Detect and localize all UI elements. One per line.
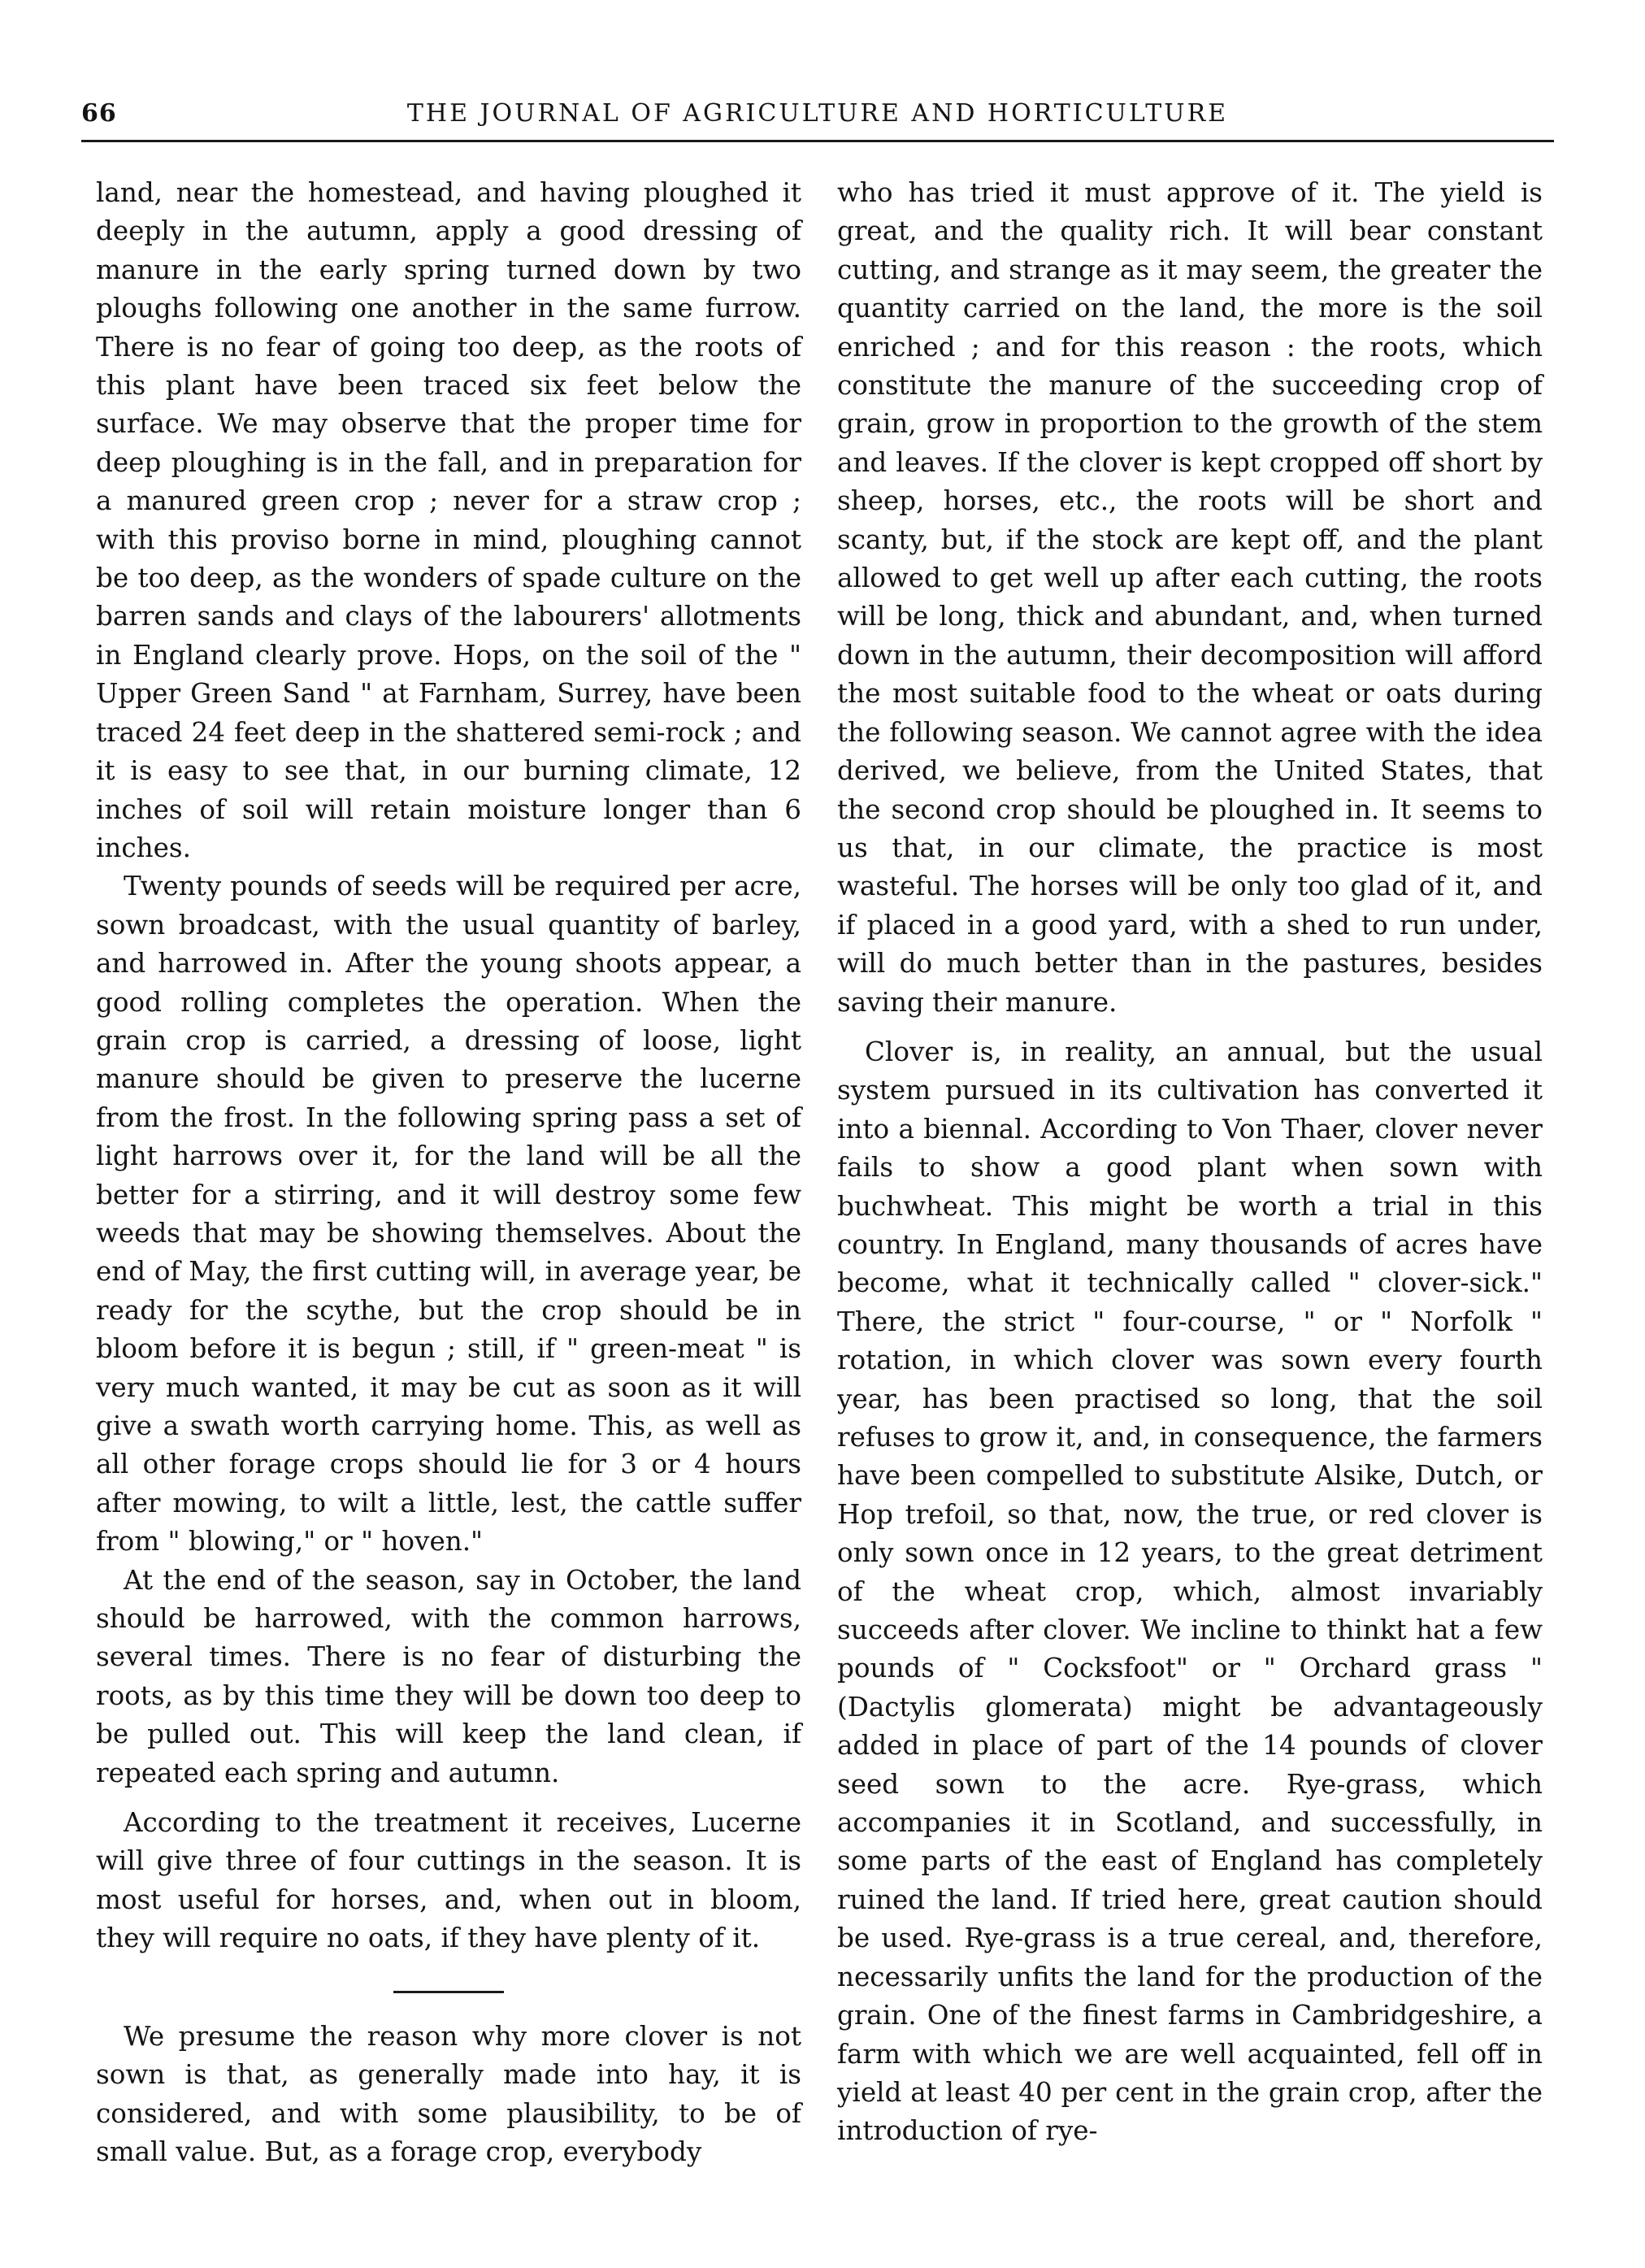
paragraph: Clover is, in reality, an annual, but the usual system pursued in its cultivation has converted it into a biennal. According to Von Thaer, clover never fails to show a good plant when sown with buchwheat. This might be worth a trial in this country. In England, many thousands of acres have become, what it technically called " clover-sick." There, the strict " four-course, " or " Norfolk " rotation, in which clover was sown every fourth year, has been practised so long, that the soil refuses to grow it, and, in consequence, the farmers have been compelled to substitute Alsike, Dutch, or Hop trefoil, so that, now, the true, or red clover is only sown once in 12 years, to the great detriment of the wheat crop, which, almost invariably succeeds after clover. We incline to thinkt hat a few pounds of " Cocksfoot" or " Orchard grass " (Dactylis glomerata) might be advantageously added in place of part of the 14 pounds of clover seed sown to the acre. Rye-grass, which accompanies it in Scotland, and successfully, in some parts of the east of England has completely ruined the land. If tried here, great caution should be used. Rye-grass is a true cereal, and, therefore, necessarily unfits the land for the production of the grain. One of the finest farms in Cambridgeshire, a farm with which we are well acquainted, fell off in yield at least 40 per cent in the grain crop, after the introduction of rye- [837, 1036, 1543, 2147]
left-column [96, 174, 801, 2171]
page-number: 66 [81, 99, 117, 128]
running-title: THE JOURNAL OF AGRICULTURE AND HORTICULTURE [406, 99, 1229, 128]
paragraph: who has tried it must approve of it. The yield is great, and the quality rich. It will bear constant cutting, and strange as it may seem, the greater the quantity carried on the land, the more is the soil enriched ; and for this reason : the roots, which constitute the manure of the succeeding crop of grain, grow in proportion to the growth of the stem and leaves. If the clover is kept cropped off short by sheep, horses, etc., the roots will be short and scanty, but, if the stock are kept off, and the plant allowed to get well up after each cutting, the roots will be long, thick and abundant, and, when turned down in the autumn, their decomposition will afford the most suitable food to the wheat or oats during the following season. We cannot agree with the idea derived, we believe, from the United States, that the second crop should be ploughed in. It seems to us that, in our climate, the practice is most wasteful. The horses will be only too glad of it, and if placed in a good yard, with a shed to run under, will do much better than in the pastures, besides saving their manure. [837, 177, 1543, 1018]
paragraph: Twenty pounds of seeds will be required per acre, sown broadcast, with the usual quantity of barley, and harrowed in. After the young shoots appear, a good rolling completes the operation. When the grain crop is carried, a dressing of loose, light manure should be given to preserve the lucerne from the frost. In the following spring pass a set of light harrows over it, for the land will be all the better for a stirring, and it will destroy some few weeds that may be showing themselves. About the end of May, the first cutting will, in average year, be ready for the scythe, but the crop should be in bloom before it is begun ; still, if " green-meat " is very much wanted, it may be cut as soon as it will give a swath worth carrying home. This, as well as all other forage crops should lie for 3 or 4 hours after mowing, to wilt a little, lest, the cattle suffer from " blowing," or " hoven." [96, 871, 801, 1558]
section-divider [393, 1991, 504, 1993]
paragraph: We presume the reason why more clover is not sown is that, as generally made into hay, it is considered, and with some plausibility, to be of small value. But, as a forage crop, everybody [96, 2020, 801, 2167]
page-header [81, 91, 1554, 140]
header-rule [81, 140, 1554, 142]
right-column [837, 174, 1543, 2151]
paragraph: land, near the homestead, and having ploughed it deeply in the autumn, apply a good dressing of manure in the early spring turned down by two ploughs following one another in the same furrow. There is no fear of going too deep, as the roots of this plant have been traced six feet below the surface. We may observe that the proper time for deep ploughing is in the fall, and in preparation for a manured green crop ; never for a straw crop ; with this proviso borne in mind, ploughing cannot be too deep, as the wonders of spade culture on the barren sands and clays of the labourers' allotments in England clearly prove. Hops, on the soil of the " Upper Green Sand " at Farnham, Surrey, have been traced 24 feet deep in the shattered semi-rock ; and it is easy to see that, in our burning climate, 12 inches of soil will retain moisture longer than 6 inches. [96, 177, 801, 863]
paragraph: At the end of the season, say in October, the land should be harrowed, with the common harrows, several times. There is no fear of disturbing the roots, as by this time they will be down too deep to be pulled out. This will keep the land clean, if repeated each spring and autumn. [96, 1564, 801, 1788]
paragraph: According to the treatment it receives, Lucerne will give three of four cuttings in the season. It is most useful for horses, and, when out in bloom, they will require no oats, if they have plenty of it. [96, 1807, 801, 1954]
